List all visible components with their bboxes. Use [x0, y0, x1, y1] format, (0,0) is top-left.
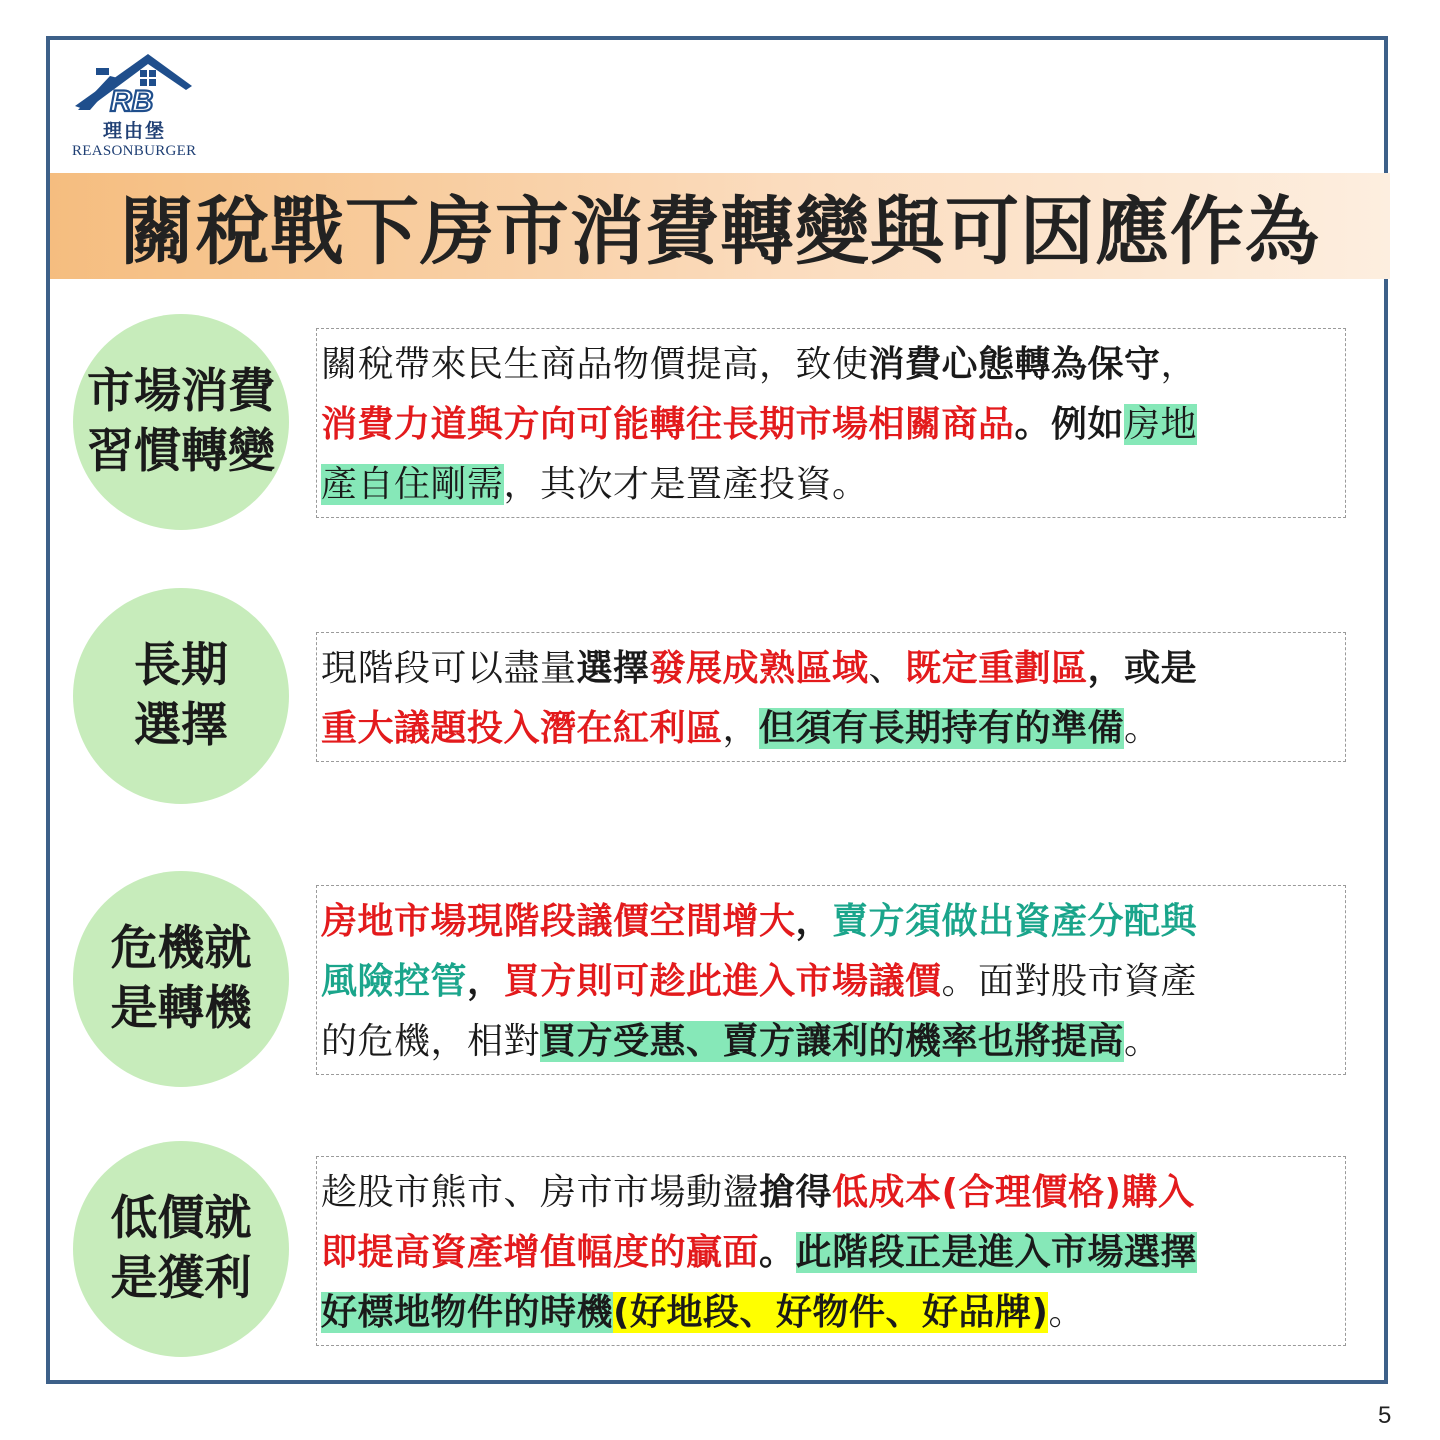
page-number: 5 — [1378, 1402, 1392, 1429]
text-segment: 。 — [1124, 708, 1161, 749]
text-line — [321, 1283, 1341, 1343]
text-segment: 、 — [868, 648, 906, 689]
text-segment: ， — [1160, 344, 1198, 385]
logo-brand-cn: 理由堡 — [103, 120, 167, 142]
section-4-label-line: 是獲利 — [110, 1251, 252, 1306]
text-segment: 既定重劃區 — [905, 648, 1088, 689]
text-line — [321, 335, 1341, 395]
svg-text:RB: RB — [110, 85, 154, 118]
text-segment: 。 — [1048, 1292, 1085, 1333]
text-segment: 消費心態轉為保守 — [868, 344, 1161, 385]
text-line — [321, 952, 1341, 1012]
section-4-badge — [73, 1141, 289, 1357]
text-segment: 即提高資產增值幅度的贏面 — [321, 1232, 760, 1273]
text-segment: 低成本(合理價格)購入 — [832, 1172, 1195, 1213]
text-segment: 搶得 — [759, 1172, 833, 1213]
text-line — [321, 1012, 1341, 1072]
section-2-text-box — [316, 632, 1346, 762]
text-segment: 買方則可趁此進入市場議價 — [503, 961, 942, 1002]
section-4-label-line: 低價就 — [110, 1191, 252, 1246]
text-segment: 選擇 — [576, 648, 650, 689]
text-line — [321, 1163, 1341, 1223]
text-segment: 關稅帶來民生商品物價提高，致使 — [321, 344, 869, 385]
text-segment: 重大議題投入潛在紅利區 — [321, 708, 723, 749]
text-segment: 消費力道與方向可能轉往長期市場相關商品 — [321, 404, 1015, 445]
page-title: 關稅戰下房市消費轉變與可因應作為 — [120, 189, 1320, 275]
text-segment: ， — [795, 901, 833, 942]
text-segment: ， — [467, 961, 504, 1002]
text-segment: (好地段、好物件、好品牌) — [613, 1292, 1049, 1333]
text-segment: 。 — [1124, 1021, 1161, 1062]
text-segment: 房地市場現階段議價空間增大 — [321, 901, 796, 942]
text-segment: ，其次才是置產投資。 — [503, 464, 869, 505]
text-line — [321, 455, 1341, 515]
text-segment: 產自住剛需 — [321, 464, 504, 505]
section-3-badge — [73, 871, 289, 1087]
text-line — [321, 395, 1341, 455]
section-2-label-line: 選擇 — [134, 698, 228, 753]
section-2-label-line: 長期 — [134, 638, 228, 693]
text-segment: 房地 — [1124, 404, 1198, 445]
text-segment: 趁股市熊市、房市市場動盪 — [321, 1172, 760, 1213]
text-segment: ， — [722, 708, 760, 749]
section-1-text-box — [316, 328, 1346, 518]
text-segment: 風險控管 — [321, 961, 468, 1002]
text-segment: 此階段正是進入市場選擇 — [795, 1232, 1198, 1273]
text-segment: ，或是 — [1087, 648, 1198, 689]
section-2-badge — [73, 588, 289, 804]
text-line — [321, 639, 1341, 699]
text-segment: 的危機，相對 — [321, 1021, 541, 1062]
section-1-label-line: 市場消費 — [87, 364, 275, 419]
section-3-text-box — [316, 885, 1346, 1075]
text-segment: 發展成熟區域 — [649, 648, 869, 689]
title-bar — [50, 173, 1390, 279]
text-segment: 現階段可以盡量 — [321, 648, 577, 689]
text-line — [321, 1223, 1341, 1283]
text-segment: 但須有長期持有的準備 — [759, 708, 1125, 749]
text-segment: 。 — [759, 1232, 796, 1273]
text-segment: 好標地物件的時機 — [321, 1292, 614, 1333]
section-1-badge — [73, 314, 289, 530]
text-segment: 。例如 — [1014, 404, 1125, 445]
logo-brand-en: REASONBURGER — [72, 143, 197, 159]
section-4-text-box — [316, 1156, 1346, 1346]
text-segment: 。面對股市資產 — [941, 961, 1198, 1002]
text-line — [321, 699, 1341, 759]
text-line — [321, 892, 1341, 952]
section-1-label-line: 習慣轉變 — [87, 424, 275, 479]
text-segment: 買方受惠、賣方讓利的機率也將提高 — [540, 1021, 1125, 1062]
text-segment: 賣方須做出資產分配與 — [832, 901, 1198, 942]
section-3-label-line: 危機就 — [110, 921, 252, 976]
section-3-label-line: 是轉機 — [110, 981, 252, 1036]
